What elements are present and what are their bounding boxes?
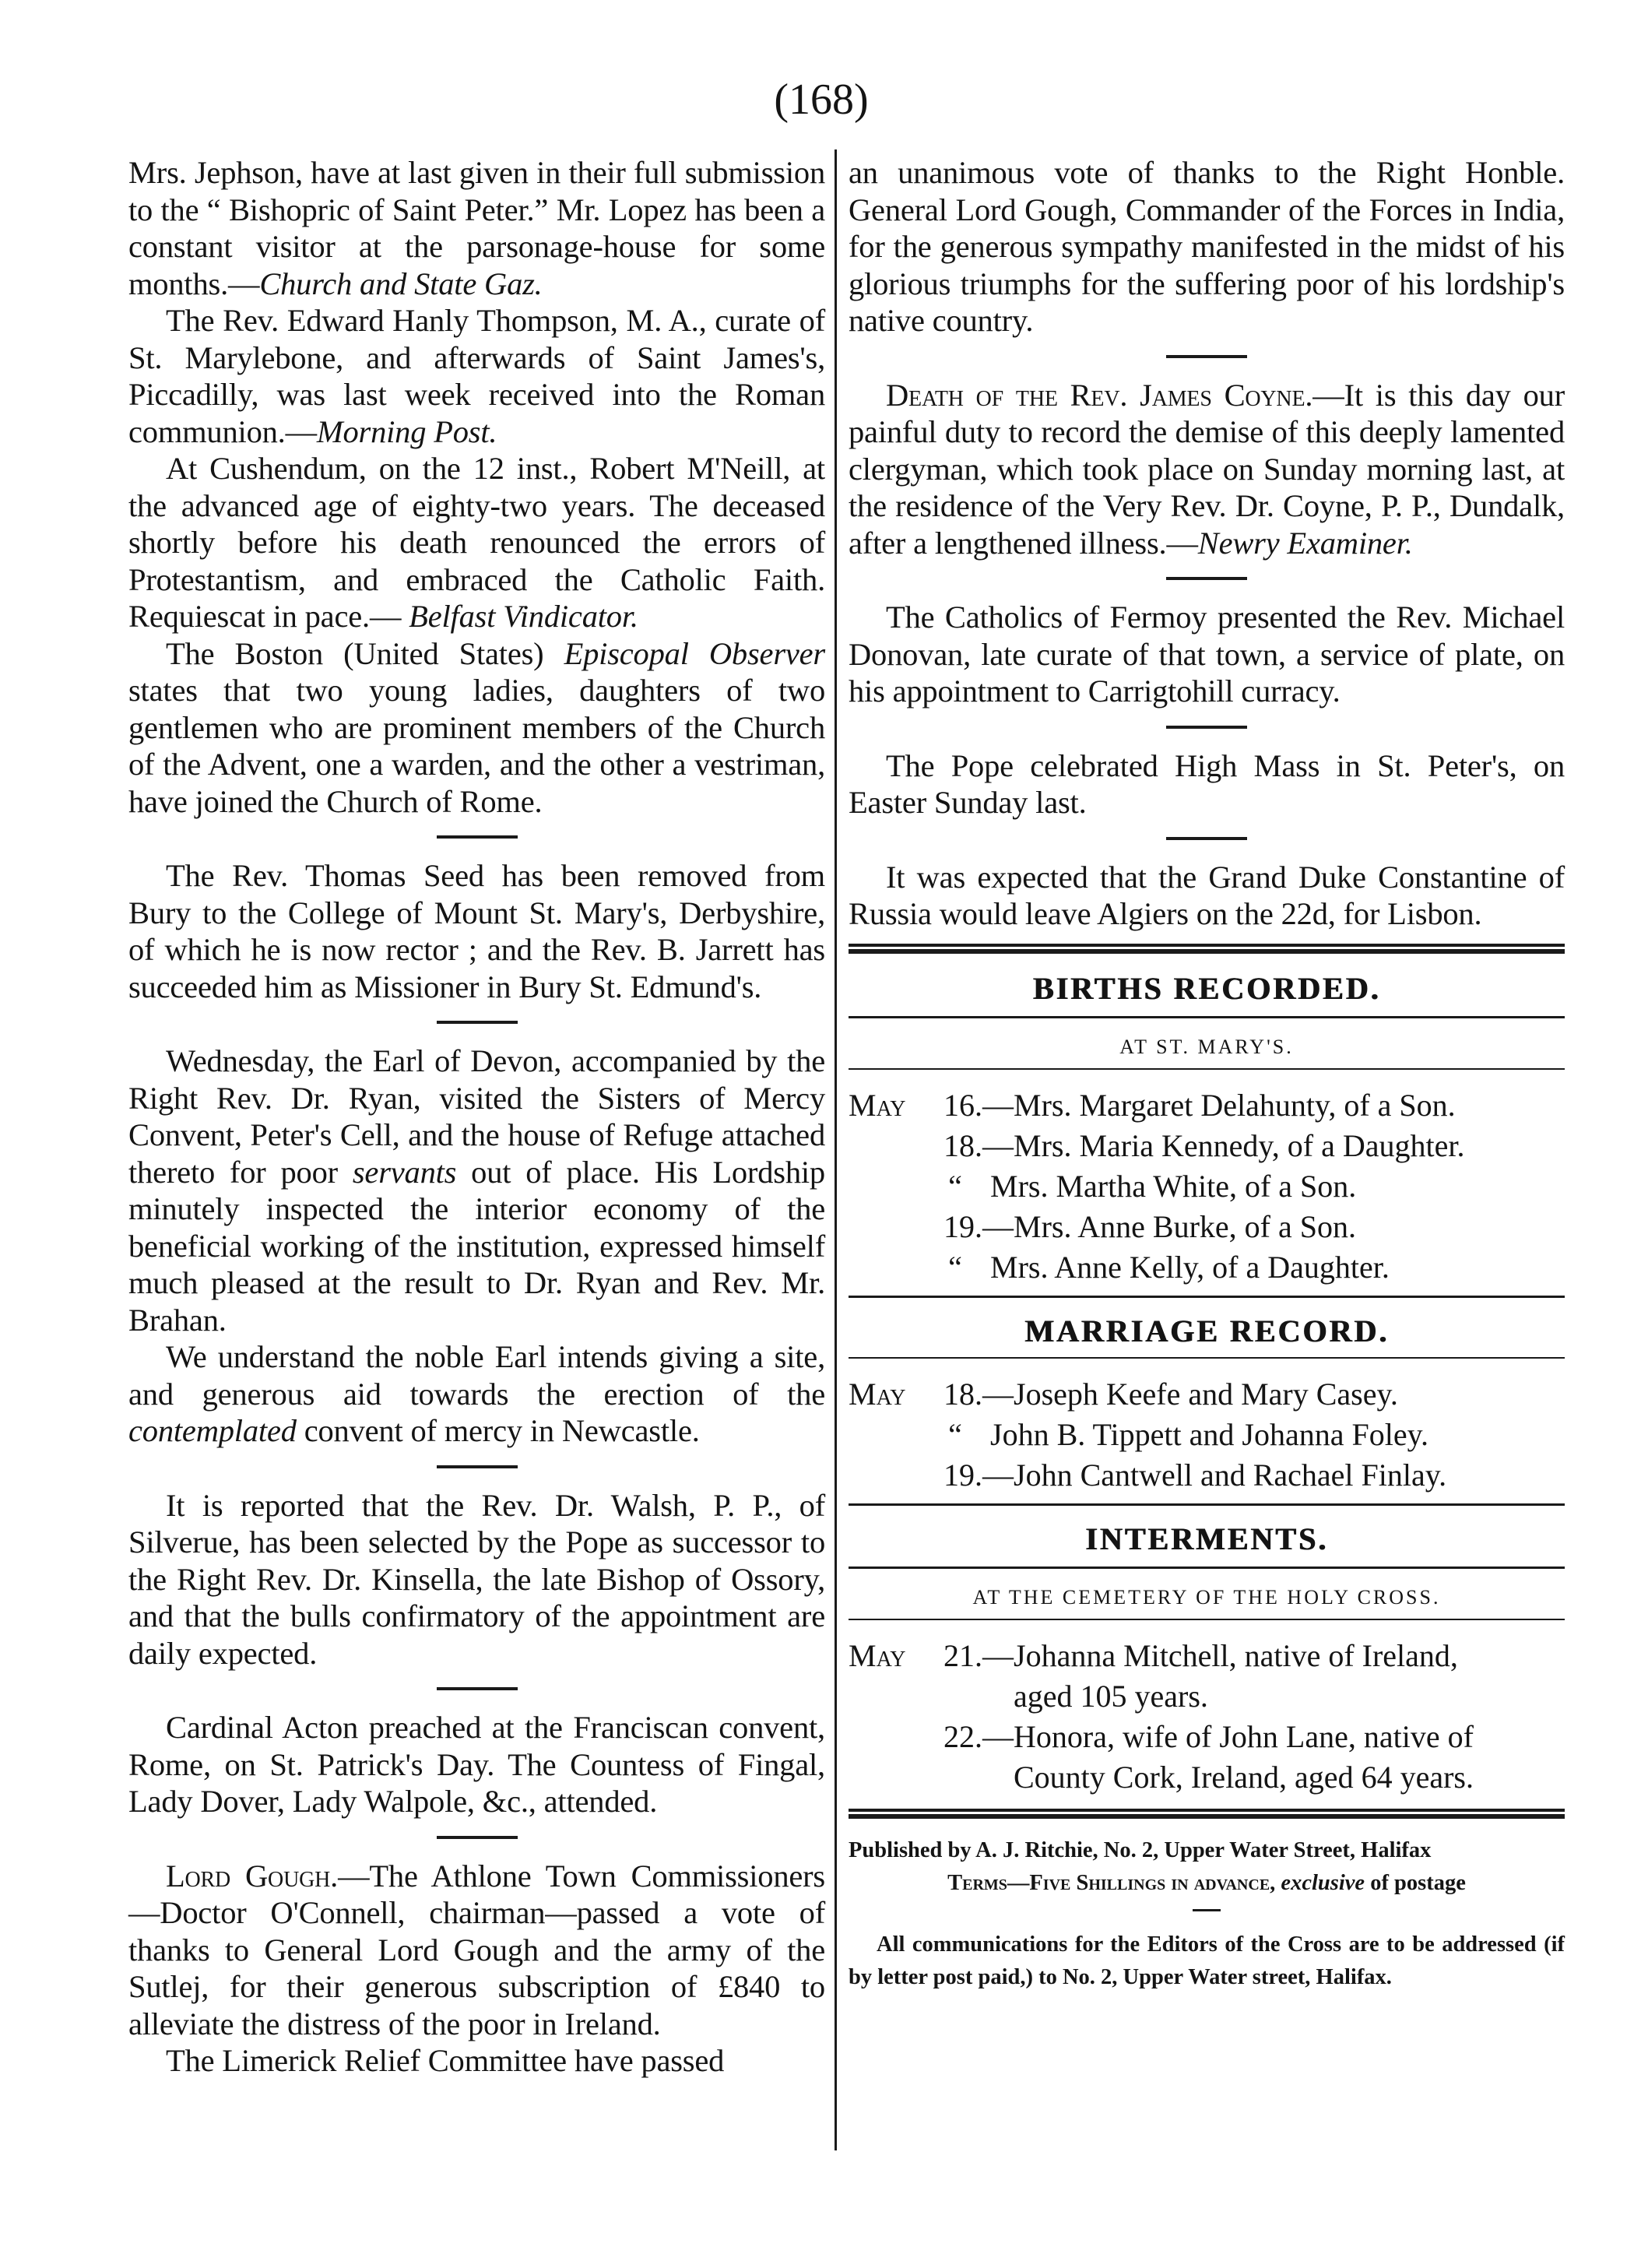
article-gough-cont: an unanimous vote of thanks to the Right Honble. General Lord Gough, Commander of the Forces in India, for the generous sympathy manifested in the midst of his glorious triumphs for the suffering poor of his lordship's native country. — [849, 155, 1565, 338]
entry-day: 21. — [943, 1637, 982, 1673]
article-text: We understand the noble Earl intends giving a site, and generous aid towards the erection of the — [128, 1339, 825, 1412]
section-rule — [849, 1567, 1565, 1569]
section-rule — [849, 1357, 1565, 1359]
terms-italic: exclusive — [1281, 1870, 1365, 1895]
entry-text: County Cork, Ireland, aged 64 years. — [1014, 1759, 1474, 1795]
list-item — [849, 1415, 1565, 1455]
publisher-line: Published by A. J. Ritchie, No. 2, Upper Water Street, Halifax — [849, 1837, 1432, 1862]
article-coyne — [849, 377, 1565, 562]
article-source: Belfast Vindicator. — [409, 599, 638, 634]
list-item — [849, 1717, 1565, 1757]
entry-day: 22. — [943, 1718, 982, 1754]
article-text: The Boston (United States) — [166, 635, 544, 671]
list-item — [849, 1247, 1565, 1288]
entry-text: —Honora, wife of John Lane, native of — [982, 1718, 1474, 1754]
article-text: At Cushendum, on the 12 inst., Robert M'Neill, at the advanced age of eighty-two years. The deceased shortly before his death renounced the errors of Protestantism, and embraced the Catholic Faith. Requiescat in pace. — [128, 451, 825, 634]
section-rule — [437, 1465, 518, 1468]
terms-text: Terms—Five Shillings in advance, — [947, 1870, 1276, 1895]
article-acton: Cardinal Acton preached at the Franciscan convent, Rome, on St. Patrick's Day. The Countess of Fingal, Lady Dover, Lady Walpole, &c., attended. — [128, 1710, 825, 1819]
column-divider — [835, 149, 837, 2150]
list-item — [849, 1126, 1565, 1166]
article-text: The Rev. Edward Hanly Thompson, M. A., curate of St. Marylebone, and afterwards of Saint James's, Piccadilly, was last week received into the Roman communion. — [128, 303, 825, 449]
article-italic: servants — [352, 1154, 457, 1190]
article-italic: contemplated — [128, 1413, 297, 1448]
terms-text: of postage — [1370, 1870, 1466, 1895]
right-column — [849, 154, 1565, 1994]
entry-day: 18. — [943, 1127, 982, 1163]
article-seed: The Rev. Thomas Seed has been removed from Bury to the College of Mount St. Mary's, Derbyshire, of which he is now rector ; and the Rev. B. Jarrett has succeeded him as Missioner in Bury St. Edmund's. — [128, 858, 825, 1004]
article-text: Wednesday, the Earl of Devon, accompanied by the Right Rev. Dr. Ryan, visited the Sisters of Mercy Convent, Peter's Cell, and the house of Refuge attached thereto for poor — [128, 1043, 825, 1190]
article-limerick: The Limerick Relief Committee have passed — [166, 2043, 725, 2078]
section-rule — [1166, 355, 1247, 358]
section-rule — [1166, 577, 1247, 580]
article-devon — [128, 1043, 825, 1338]
marriage-list — [849, 1374, 1565, 1496]
section-rule — [849, 1296, 1565, 1298]
section-rule — [849, 1068, 1565, 1070]
article-fermoy: The Catholics of Fermoy presented the Rev. Michael Donovan, late curate of that town, a service of plate, on his appointment to Carrigtohill curracy. — [849, 600, 1565, 709]
list-item — [849, 1374, 1565, 1415]
entry-month: May — [849, 1637, 906, 1673]
entry-month: May — [849, 1376, 906, 1412]
double-rule — [849, 949, 1565, 954]
list-item — [849, 1207, 1565, 1247]
section-rule — [437, 1836, 518, 1839]
page-number: (168) — [774, 76, 869, 124]
entry-day: 19. — [943, 1208, 982, 1244]
article-gough — [128, 1858, 825, 2043]
list-item — [849, 1455, 1565, 1496]
double-rule — [849, 1814, 1565, 1819]
left-column — [128, 154, 825, 2080]
entry-text: Mrs. Anne Kelly, of a Daughter. — [990, 1249, 1390, 1285]
article-mcneill: At Cushendum, on the 12 inst., Robert M'Neill, at the advanced age of eighty-two years. The deceased shortly before his death renounced the errors of Protestantism, and embraced the Catholic Faith. Requiescat in pace.— Belfast Vindicator. — [128, 451, 825, 634]
article-headline: Death of the Rev. James Coyne. — [886, 377, 1313, 413]
entry-text: —Joseph Keefe and Mary Casey. — [982, 1376, 1398, 1412]
double-rule — [849, 1809, 1565, 1812]
interments-heading: INTERMENTS. — [1085, 1521, 1328, 1556]
list-item — [849, 1085, 1565, 1126]
entry-day: 16. — [943, 1087, 982, 1123]
article-text: Mrs. Jephson, have at last given in their full submission to the “ Bishopric of Saint Peter.” Mr. Lopez has been a constant visitor at the parsonage-house for some months. — [128, 155, 825, 301]
entry-text: —John Cantwell and Rachael Finlay. — [982, 1457, 1447, 1493]
section-rule — [849, 1619, 1565, 1620]
article-source: Newry Examiner. — [1197, 525, 1413, 561]
article-source: Church and State Gaz. — [259, 265, 543, 301]
article-text: —It is this day our painful duty to record the demise of this deeply lamented clergyman, which took place on Sunday morning last, at the residence of the Very Rev. Dr. Coyne, P. P., Dundalk, after a lengthened illness.— — [849, 377, 1565, 561]
births-list — [849, 1085, 1565, 1288]
article-text: convent of mercy in Newcastle. — [304, 1413, 700, 1448]
entry-ditto: “ — [948, 1249, 962, 1285]
births-heading: BIRTHS RECORDED. — [1032, 970, 1381, 1006]
article-headline: Lord Gough. — [166, 1858, 339, 1894]
entry-text: —Mrs. Maria Kennedy, of a Daughter. — [982, 1127, 1465, 1163]
article-text: —The Athlone Town Commissioners—Doctor O'Connell, chairman—passed a vote of thanks to General Lord Gough and the army of the Sutlej, for their generous subscription of £840 to alleviate the distress of the poor in Ireland. — [128, 1858, 825, 2041]
entry-text: —Johanna Mitchell, native of Ireland, — [982, 1637, 1458, 1673]
article-pope: The Pope celebrated High Mass in St. Peter's, on Easter Sunday last. — [849, 747, 1565, 820]
entry-text: —Mrs. Anne Burke, of a Son. — [982, 1208, 1356, 1244]
section-rule — [849, 1503, 1565, 1506]
list-item-continuation — [849, 1676, 1565, 1717]
entry-text: aged 105 years. — [1014, 1678, 1208, 1714]
list-item — [849, 1636, 1565, 1676]
section-rule — [437, 1021, 518, 1024]
list-item-continuation — [849, 1757, 1565, 1798]
article-newcastle — [128, 1338, 825, 1450]
section-rule — [1193, 1909, 1221, 1911]
entry-text: Mrs. Martha White, of a Son. — [990, 1168, 1357, 1204]
communications-note: All communications for the Editors of the Cross are to be addressed (if by letter post paid,) to No. 2, Upper Water street, Halifax. — [849, 1932, 1565, 1989]
entry-ditto: “ — [948, 1416, 962, 1452]
section-rule — [849, 1016, 1565, 1018]
double-rule — [849, 944, 1565, 947]
entry-day: 18. — [943, 1376, 982, 1412]
article-thompson: The Rev. Edward Hanly Thompson, M. A., curate of St. Marylebone, and afterwards of Saint James's, Piccadilly, was last week received into the Roman communion.—Morning Post. — [128, 303, 825, 449]
terms-line — [849, 1867, 1565, 1900]
interments-list — [849, 1636, 1565, 1798]
article-boston — [128, 635, 825, 821]
section-rule — [437, 1687, 518, 1690]
section-rule — [437, 835, 518, 839]
section-rule — [1166, 726, 1247, 729]
entry-day: 19. — [943, 1457, 982, 1493]
article-source: Morning Post. — [316, 413, 497, 449]
article-source: Episcopal Observer — [564, 635, 825, 671]
entry-ditto: “ — [948, 1168, 962, 1204]
article-text: states that two young ladies, daughters of two gentlemen who are prominent members of the Church of the Advent, one a warden, and the other a vestriman, have joined the Church of Rome. — [128, 673, 825, 819]
article-constantine: It was expected that the Grand Duke Constantine of Russia would leave Algiers on the 22d, for Lisbon. — [849, 859, 1565, 931]
births-subheading: AT ST. MARY'S. — [1119, 1035, 1294, 1058]
list-item — [849, 1166, 1565, 1207]
entry-text: John B. Tippett and Johanna Foley. — [990, 1416, 1428, 1452]
article-walsh: It is reported that the Rev. Dr. Walsh, P. P., of Silverue, has been selected by the Pope as successor to the Right Rev. Dr. Kinsella, the late Bishop of Ossory, and that the bulls confirmatory of the appointment are daily expected. — [128, 1487, 825, 1671]
article-text: out of place. His Lordship minutely inspected the interior economy of the beneficial working of the institution, expressed himself much pleased at the result to Dr. Ryan and Rev. Mr. Brahan. — [128, 1154, 825, 1338]
entry-month: May — [849, 1087, 906, 1123]
marriage-heading: MARRIAGE RECORD. — [1024, 1313, 1389, 1348]
interments-subheading: AT THE CEMETERY OF THE HOLY CROSS. — [972, 1585, 1441, 1609]
entry-text: —Mrs. Margaret Delahunty, of a Son. — [982, 1087, 1456, 1123]
section-rule — [1166, 837, 1247, 840]
article-jephson: Mrs. Jephson, have at last given in their full submission to the “ Bishopric of Saint Peter.” Mr. Lopez has been a constant visitor at the parsonage-house for some months.—Church and State Gaz. — [128, 155, 825, 301]
